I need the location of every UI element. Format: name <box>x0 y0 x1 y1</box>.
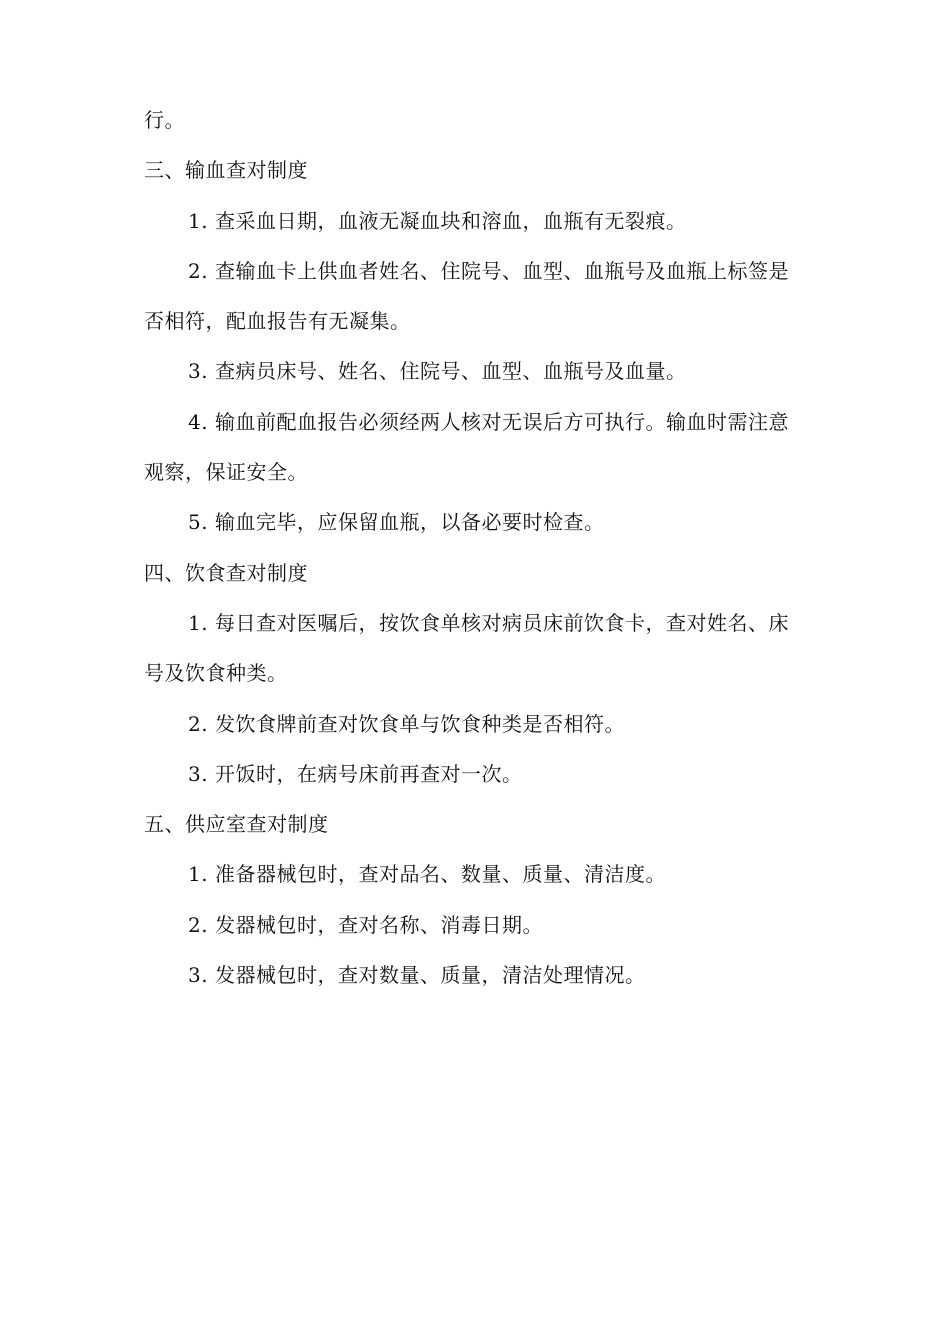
list-item: 1. 查采血日期，血液无凝血块和溶血，血瓶有无裂痕。 <box>188 208 687 233</box>
list-item: 1. 准备器械包时，查对品名、数量、质量、清洁度。 <box>188 862 666 887</box>
continuation-text: 号及饮食种类。 <box>144 661 288 686</box>
section-heading: 五、供应室查对制度 <box>144 812 329 837</box>
continuation-text: 行。 <box>144 108 185 132</box>
list-item: 4. 输血前配血报告必须经两人核对无误后方可执行。输血时需注意 <box>188 409 789 434</box>
list-item: 3. 发器械包时，查对数量、质量，清洁处理情况。 <box>188 963 646 988</box>
list-item: 5. 输血完毕，应保留血瓶，以备必要时检查。 <box>188 510 605 535</box>
list-item: 1. 每日查对医嘱后，按饮食单核对病员床前饮食卡，查对姓名、床 <box>188 610 789 635</box>
list-item: 3. 查病员床号、姓名、住院号、血型、血瓶号及血量。 <box>188 359 687 384</box>
list-item: 2. 发器械包时，查对名称、消毒日期。 <box>188 912 543 937</box>
list-item: 2. 发饮食牌前查对饮食单与饮食种类是否相符。 <box>188 711 625 736</box>
continuation-text: 否相符，配血报告有无凝集。 <box>144 309 411 334</box>
document-body <box>144 95 824 1000</box>
list-item: 2. 查输血卡上供血者姓名、住院号、血型、血瓶号及血瓶上标签是 <box>188 258 789 283</box>
list-item: 3. 开饭时，在病号床前再查对一次。 <box>188 761 523 786</box>
section-heading: 四、饮食查对制度 <box>144 560 308 585</box>
section-heading: 三、输血查对制度 <box>144 158 308 183</box>
continuation-text: 观察，保证安全。 <box>144 460 308 485</box>
